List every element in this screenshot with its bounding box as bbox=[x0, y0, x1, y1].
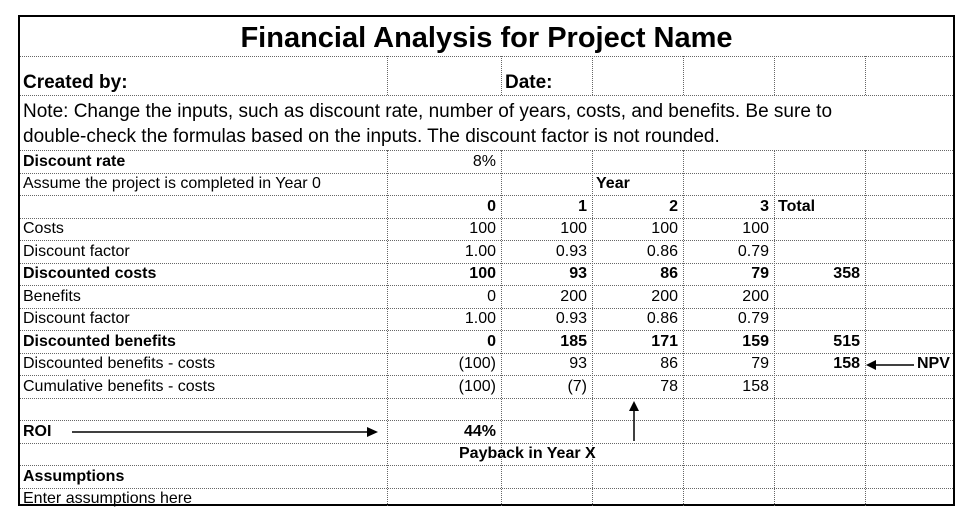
discounted-costs-total: 358 bbox=[833, 265, 860, 282]
net-benefits-year-1: 93 bbox=[569, 355, 587, 372]
assumption-line: Assume the project is completed in Year 0 bbox=[23, 175, 321, 192]
discount-factor-costs-year-0: 1.00 bbox=[464, 243, 496, 260]
row-divider bbox=[20, 420, 953, 421]
assumptions-input[interactable]: Enter assumptions here bbox=[23, 490, 192, 507]
row-divider bbox=[20, 465, 953, 466]
discount-rate-value[interactable]: 8% bbox=[472, 153, 496, 170]
row-divider bbox=[20, 195, 953, 196]
benefits-year-2[interactable]: 200 bbox=[651, 288, 678, 305]
discount-factor-costs-label: Discount factor bbox=[23, 243, 130, 260]
discount-factor-costs-year-2: 0.86 bbox=[646, 243, 678, 260]
col-divider bbox=[865, 56, 866, 95]
benefits-year-0[interactable]: 0 bbox=[487, 288, 496, 305]
roi-label: ROI bbox=[23, 423, 52, 440]
row-divider bbox=[20, 240, 953, 241]
npv-arrow-icon bbox=[866, 357, 916, 373]
discounted-costs-year-0: 100 bbox=[469, 265, 496, 282]
discount-factor-costs-year-3: 0.79 bbox=[737, 243, 769, 260]
cumulative-year-2: 78 bbox=[660, 378, 678, 395]
col-divider bbox=[774, 56, 775, 95]
row-divider bbox=[20, 173, 953, 174]
benefits-year-3[interactable]: 200 bbox=[742, 288, 769, 305]
discount-factor-benefits-year-0: 1.00 bbox=[464, 310, 496, 327]
costs-year-0[interactable]: 100 bbox=[469, 220, 496, 237]
page-title: Financial Analysis for Project Name bbox=[240, 22, 733, 54]
npv-label: NPV bbox=[917, 355, 950, 372]
col-divider bbox=[865, 150, 866, 506]
row-divider bbox=[20, 330, 953, 331]
year-header-3: 3 bbox=[760, 198, 769, 215]
cumulative-year-0: (100) bbox=[458, 378, 496, 395]
created-by-label: Created by: bbox=[23, 72, 128, 93]
discounted-costs-year-2: 86 bbox=[660, 265, 678, 282]
benefits-label: Benefits bbox=[23, 288, 81, 305]
col-divider bbox=[683, 56, 684, 95]
discounted-costs-label: Discounted costs bbox=[23, 265, 157, 282]
row-divider bbox=[20, 398, 953, 399]
row-divider bbox=[20, 95, 953, 96]
row-divider bbox=[20, 218, 953, 219]
year-header-2: 2 bbox=[669, 198, 678, 215]
discounted-benefits-year-0: 0 bbox=[487, 333, 496, 350]
npv-total: 158 bbox=[833, 355, 860, 372]
col-divider bbox=[774, 150, 775, 506]
discounted-benefits-label: Discounted benefits bbox=[23, 333, 176, 350]
col-divider bbox=[387, 56, 388, 95]
cumulative-year-3: 158 bbox=[742, 378, 769, 395]
row-divider bbox=[20, 150, 953, 151]
discount-factor-benefits-label: Discount factor bbox=[23, 310, 130, 327]
row-divider bbox=[20, 308, 953, 309]
discounted-benefits-year-3: 159 bbox=[742, 333, 769, 350]
costs-year-2[interactable]: 100 bbox=[651, 220, 678, 237]
row-divider bbox=[20, 488, 953, 489]
discount-rate-label: Discount rate bbox=[23, 153, 126, 170]
benefits-year-1[interactable]: 200 bbox=[560, 288, 587, 305]
payback-label: Payback in Year X bbox=[459, 445, 596, 462]
date-label: Date: bbox=[505, 72, 553, 93]
cumulative-year-1: (7) bbox=[567, 378, 587, 395]
roi-value: 44% bbox=[463, 423, 496, 440]
net-benefits-label: Discounted benefits - costs bbox=[23, 355, 216, 372]
row-divider bbox=[20, 375, 953, 376]
costs-year-1[interactable]: 100 bbox=[560, 220, 587, 237]
row-divider bbox=[20, 263, 953, 264]
payback-arrow-icon bbox=[626, 401, 642, 441]
costs-year-3[interactable]: 100 bbox=[742, 220, 769, 237]
cumulative-label: Cumulative benefits - costs bbox=[23, 378, 216, 395]
discounted-costs-year-1: 93 bbox=[569, 265, 587, 282]
discounted-benefits-year-1: 185 bbox=[560, 333, 587, 350]
costs-label: Costs bbox=[23, 220, 64, 237]
row-divider bbox=[20, 56, 953, 57]
row-divider bbox=[20, 443, 953, 444]
row-divider bbox=[20, 353, 953, 354]
col-divider bbox=[501, 56, 502, 95]
net-benefits-year-0: (100) bbox=[458, 355, 496, 372]
year-header-1: 1 bbox=[578, 198, 587, 215]
row-divider bbox=[20, 285, 953, 286]
discount-factor-benefits-year-3: 0.79 bbox=[737, 310, 769, 327]
year-label: Year bbox=[596, 175, 630, 192]
col-divider bbox=[592, 56, 593, 95]
net-benefits-year-3: 79 bbox=[751, 355, 769, 372]
note-line-1: Note: Change the inputs, such as discount rate, number of years, costs, and benefits. Be sure to bbox=[23, 101, 833, 122]
discounted-costs-year-3: 79 bbox=[751, 265, 769, 282]
discount-factor-benefits-year-1: 0.93 bbox=[555, 310, 587, 327]
assumptions-label: Assumptions bbox=[23, 468, 125, 485]
total-header: Total bbox=[778, 198, 816, 215]
discounted-benefits-year-2: 171 bbox=[651, 333, 678, 350]
discount-factor-costs-year-1: 0.93 bbox=[555, 243, 587, 260]
year-header-0: 0 bbox=[487, 198, 496, 215]
discounted-benefits-total: 515 bbox=[833, 333, 860, 350]
financial-analysis-sheet bbox=[18, 15, 955, 506]
discount-factor-benefits-year-2: 0.86 bbox=[646, 310, 678, 327]
net-benefits-year-2: 86 bbox=[660, 355, 678, 372]
note-line-2: double-check the formulas based on the inputs. The discount factor is not rounded. bbox=[23, 126, 720, 147]
roi-arrow-icon bbox=[70, 424, 380, 440]
